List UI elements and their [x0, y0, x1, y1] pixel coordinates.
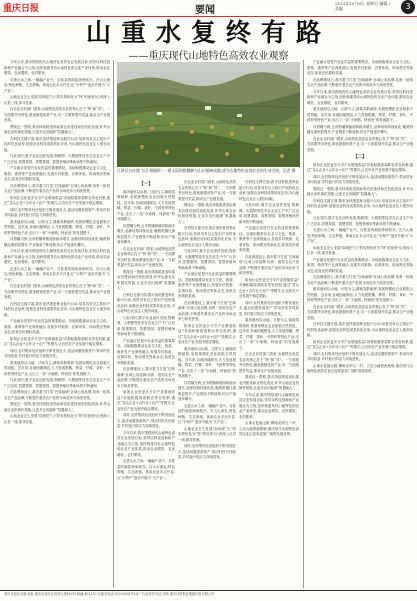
article-paragraph: 在农业农村部门看来,山地特色高效农业的核心在于“特”和“效”。一方面要突出特色,做优做强优势产业;另一方面要提升效益,推动全产业链发展。 — [239, 352, 299, 373]
article-paragraph: 与此同时,数字农业加快发展,物联网、大数据等技术在农业生产中广泛应用,智慧果园、智慧茶园、智慧养殖场等新场景不断涌现。 — [117, 315, 175, 336]
page-footer — [0, 590, 417, 601]
article-paragraph: 产业融合是提升农业效益的重要路径。各地积极推动农业与文化、旅游、康养等产业深度融合,发展乡村旅游、农事体验、休闲观光等新业态,拓宽农民增收渠道。 — [178, 272, 236, 298]
article-paragraph: 如何让农民更多分享产业增值收益?各地积极探索联农带农机制,通过“龙头企业+合作社+农户”等模式,让农民在产业发展中稳定增收。 — [178, 323, 236, 344]
article-paragraph: 走进山水之间,一幅幅产业兴、百姓富的画卷徐徐展开。在大山深处,特色种植、生态养殖、休闲农业多点开花,让“小特产”逐步升级为“大产业”。 — [307, 228, 413, 243]
article-paragraph: 产业融合是提升农业效益的重要路径。各地积极推动农业与文化、旅游、康养等产业深度融合,发展乡村旅游、农事体验、休闲观光等新业态,拓宽农民增收渠道。 — [307, 60, 413, 75]
article-paragraph: 以柑橘为例,全市柑橘种植面积稳步增长,品种结构持续优化,晚熟柑橘比重明显提升,产业链条不断延伸,综合产值逐年攀升。 — [307, 124, 413, 134]
article-paragraph: 重庆地形以山地、丘陵为主,耕地零散破碎,发展规模化农业面临天然短板。近年来,各地因地制宜,大力发展柑橘、榨菜、柠檬、茶叶、中药材等特色产业,走出了一条“小而精、特而优”的发展路子。 — [117, 189, 175, 221]
article-paragraph: 今年以来,我市围绕现代山地特色高效农业发展目标,坚持以科技创新和产业融合为主线,加快构建具有山地特色的农业产业体系,推动农业增效、农民增收、农村繁荣。 — [4, 60, 110, 75]
article-paragraph: 同时,农村集体经济组织不断发展壮大,盘活闲置资源资产,带动村民共同致富,乡村振兴的活力持续迸发。 — [4, 348, 110, 358]
article-paragraph: 重庆地形以山地、丘陵为主,耕地零散破碎,发展规模化农业面临天然短板。近年来,各地因地制宜,大力发展柑橘、榨菜、柠檬、茶叶、中药材等特色产业,走出了一条“小而精、特而优”的发展路子。 — [239, 318, 299, 350]
article-paragraph: 如何让农民更多分享产业增值收益?各地积极探索联农带农机制,通过“龙头企业+合作社+农户”等模式,让农民在产业发展中稳定增收。 — [4, 336, 110, 346]
article-paragraph: 与此同时,数字农业加快发展,物联网、大数据等技术在农业生产中广泛应用,智慧果园、智慧茶园、智慧养殖场等新场景不断涌现。 — [178, 249, 236, 270]
article-paragraph: 走进山水之间,一幅幅产业兴、百姓富的画卷徐徐展开。在大山深处,特色种植、生态养殖、休闲农业多点开花,让“小特产”逐步升级为“大产业”。 — [4, 77, 110, 93]
article-paragraph: 同时,农村集体经济组织不断发展壮大,盘活闲置资源资产,带动村民共同致富,乡村振兴的活力持续迸发。 — [4, 207, 110, 217]
article-paragraph: 产业融合是提升农业效益的重要路径。各地积极推动农业与文化、旅游、康养等产业深度融合,发展乡村旅游、农事体验、休闲观光等新业态,拓宽农民增收渠道。 — [117, 338, 175, 365]
section-title: 要闻 — [195, 5, 215, 16]
article-paragraph: 在科技支撑方面,我市加快推进种业振兴行动,培育具有自主知识产权的优良品种,加强农业科技成果转化应用,为山地特色农业注入强劲动能。 — [4, 301, 110, 317]
article-paragraph: 在品牌建设上,我市着力打造“巴味渝珍”区域公用品牌,培育一批知名农产品品牌,不断提升重庆农产品的市场竞争力和美誉度。 — [4, 183, 110, 193]
article-paragraph: 产业融合是提升农业效益的重要路径。各地积极推动农业与文化、旅游、康养等产业深度融合,发展乡村旅游、农事体验、休闲观光等新业态,拓宽农民增收渠道。 — [4, 319, 110, 334]
article-paragraph: 同时,农村集体经济组织不断发展壮大,盘活闲置资源资产,带动村民共同致富,乡村振兴的活力持续迸发。 — [307, 351, 413, 361]
article-paragraph: 同时,农村集体经济组织不断发展壮大,盘活闲置资源资产,带动村民共同致富,乡村振兴的活力持续迸发。 — [307, 174, 413, 184]
article-column-2 — [117, 180, 175, 588]
article-paragraph: 产业融合是提升农业效益的重要路径。各地积极推动农业与文化、旅游、康养等产业深度融合,发展乡村旅游、农事体验、休闲观光等新业态,拓宽农民增收渠道。 — [239, 226, 299, 252]
article-paragraph: 以柑橘为例,全市柑橘种植面积稳步增长,品种结构持续优化,晚熟柑橘比重明显提升,产业链条不断延伸,综合产值逐年攀升。 — [4, 237, 110, 247]
article-paragraph: 在科技支撑方面,我市加快推进种业振兴行动,培育具有自主知识产权的优良品种,加强农业科技成果转化应用,为山地特色农业注入强劲动能。 — [4, 136, 110, 152]
article-paragraph: 以柑橘为例,全市柑橘种植面积稳步增长,品种结构持续优化,晚熟柑橘比重明显提升,产业链条不断延伸,综合产值逐年攀升。 — [117, 223, 175, 244]
footer-info: 重庆日报社出版 地址:重庆市渝北区同茂大道416号 邮编:401120 总编室电话:023-63907114 广告经营许可证 印刷:重庆日报报业集团印务有限公司 — [4, 592, 215, 596]
article-paragraph: 山地农业怎么发展?如何把“山”的劣势转化为“特”的优势?记者深入区县一线,探寻答案。 — [307, 245, 413, 255]
article-paragraph: 在农业农村部门看来,山地特色高效农业的核心在于“特”和“效”。一方面要突出特色,做优做强优势产业;另一方面要提升效益,推动全产业链发展。 — [178, 180, 236, 201]
article-paragraph: 走进山水之间,一幅幅产业兴、百姓富的画卷徐徐展开。在大山深处,特色种植、生态养殖、休闲农业多点开花,让“小特产”逐步升级为“大产业”。 — [4, 266, 110, 282]
article-paragraph: 今年以来,我市围绕现代山地特色高效农业发展目标,坚持以科技创新和产业融合为主线,加快构建具有山地特色的农业产业体系,推动农业增效、农民增收、农村繁荣。 — [4, 249, 110, 264]
article-paragraph: 如何让农民更多分享产业增值收益?各地积极探索联农带农机制,通过“龙头企业+合作社+农户”等模式,让农民在产业发展中稳定增收。 — [307, 162, 413, 172]
article-paragraph: 与此同时,数字农业加快发展,物联网、大数据等技术在农业生产中广泛应用,智慧果园、智慧茶园、智慧养殖场等新场景不断涌现。 — [307, 216, 413, 226]
article-paragraph: 以柑橘为例,全市柑橘种植面积稳步增长,品种结构持续优化,晚熟柑橘比重明显提升,产业链条不断延伸,综合产值逐年攀升。 — [178, 380, 236, 401]
article-paragraph: 重庆地形以山地、丘陵为主,耕地零散破碎,发展规模化农业面临天然短板。近年来,各地因地制宜,大力发展柑橘、榨菜、柠檬、茶叶、中药材等特色产业,走出了一条“小而精、特而优”的发展路子。 — [178, 346, 236, 378]
article-paragraph: 产业融合是提升农业效益的重要路径。各地积极推动农业与文化、旅游、康养等产业深度融合,发展乡村旅游、农事体验、休闲观光等新业态,拓宽农民增收渠道。 — [307, 257, 413, 273]
article-paragraph: 在农业农村部门看来,山地特色高效农业的核心在于“特”和“效”。一方面要突出特色,做优做强优势产业;另一方面要提升效益,推动全产业链发展。 — [4, 107, 110, 122]
article-paragraph: 在科技支撑方面,我市加快推进种业振兴行动,培育具有自主知识产权的优良品种,加强农业科技成果转化应用,为山地特色农业注入强劲动能。 — [178, 226, 236, 247]
article-paragraph: 在科技支撑方面,我市加快推进种业振兴行动,培育具有自主知识产权的优良品种,加强农业科技成果转化应用,为山地特色农业注入强劲动能。 — [307, 198, 413, 214]
article-paragraph: 今年以来,我市围绕现代山地特色高效农业发展目标,坚持以科技创新和产业融合为主线,加快构建具有山地特色的农业产业体系,推动农业增效、农民增收、农村繁荣。 — [239, 392, 299, 419]
article-paragraph: 走进山水之间,一幅幅产业兴、百姓富的画卷徐徐展开。在大山深处,特色种植、生态养殖、休闲农业多点开花,让“小特产”逐步升级为“大产业”。 — [178, 403, 236, 424]
article-paragraph: 在农业农村部门看来,山地特色高效农业的核心在于“特”和“效”。一方面要突出特色,做优做强优势产业;另一方面要提升效益,推动全产业链发展。 — [307, 136, 413, 152]
column-divider — [303, 60, 304, 588]
article-paragraph: 走进山水之间,一幅幅产业兴、百姓富的画卷徐徐展开。在大山深处,特色种植、生态养殖、休闲农业多点开花,让“小特产”逐步升级为“大产业”。 — [117, 459, 175, 480]
article-paragraph: 与此同时,数字农业加快发展,物联网、大数据等技术在农业生产中广泛应用,智慧果园、智慧茶园、智慧养殖场等新场景不断涌现。 — [4, 154, 110, 164]
article-paragraph: 山重水复疑无路,柳暗花明又一村。立足山地资源禀赋,重庆现代山地特色高效农业正迎来更加广阔的发展前景。 — [307, 363, 413, 373]
article-paragraph: 围绕这一思路,我市持续推进高标准农田建设和宜机化改造,补齐山地农业机械化短板,让更多农田能够“机器换人”。 — [4, 124, 110, 134]
section-marker: 【二】 — [353, 155, 367, 160]
article-paragraph: 在品牌建设上,我市着力打造“巴味渝珍”区域公用品牌,培育一批知名农产品品牌,不断提升重庆农产品的市场竞争力和美誉度。 — [178, 300, 236, 321]
landscape-photo — [117, 62, 300, 167]
article-paragraph: 在科技支撑方面,我市加快推进种业振兴行动,培育具有自主知识产权的优良品种,加强农业科技成果转化应用,为山地特色农业注入强劲动能。 — [307, 322, 413, 337]
article-paragraph: 山重水复疑无路,柳暗花明又一村。立足山地资源禀赋,重庆现代山地特色高效农业正迎来更加广阔的发展前景。 — [239, 421, 299, 436]
issue-date: 2023年10月8日 星期日 编辑 / 美编 — [335, 1, 390, 11]
article-paragraph: 与此同时,数字农业加快发展,物联网、大数据等技术在农业生产中广泛应用,智慧果园、智慧茶园、智慧养殖场等新场景不断涌现。 — [4, 378, 110, 388]
article-paragraph: 今年以来,我市围绕现代山地特色高效农业发展目标,坚持以科技创新和产业融合为主线,加快构建具有山地特色的农业产业体系,推动农业增效、农民增收、农村繁荣。 — [117, 430, 175, 457]
article-paragraph: 围绕这一思路,我市持续推进高标准农田建设和宜机化改造,补齐山地农业机械化短板,让更多农田能够“机器换人”。 — [239, 375, 299, 390]
article-paragraph: 重庆地形以山地、丘陵为主,耕地零散破碎,发展规模化农业面临天然短板。近年来,各地因地制宜,大力发展柑橘、榨菜、柠檬、茶叶、中药材等特色产业,走出了一条“小而精、特而优”的发展路子。 — [307, 107, 413, 122]
article-column-1 — [4, 60, 110, 588]
article-paragraph: 在农业农村部门看来,山地特色高效农业的核心在于“特”和“效”。一方面要突出特色,做优做强优势产业;另一方面要提升效益,推动全产业链发展。 — [307, 304, 413, 320]
article-paragraph: 在科技支撑方面,我市加快推进种业振兴行动,培育具有自主知识产权的优良品种,加强农业科技成果转化应用,为山地特色农业注入强劲动能。 — [239, 180, 299, 201]
article-paragraph: 在品牌建设上,我市着力打造“巴味渝珍”区域公用品牌,培育一批知名农产品品牌,不断提升重庆农产品的市场竞争力和美誉度。 — [307, 275, 413, 285]
article-paragraph: 如何让农民更多分享产业增值收益?各地积极探索联农带农机制,通过“龙头企业+合作社+农户”等模式,让农民在产业发展中稳定增收。 — [239, 277, 299, 298]
article-column-4 — [239, 180, 299, 588]
article-paragraph: 山地农业怎么发展?如何把“山”的劣势转化为“特”的优势?记者深入区县一线,探寻答案。 — [4, 414, 110, 424]
article-paragraph: 如何让农民更多分享产业增值收益?各地积极探索联农带农机制,通过“龙头企业+合作社+农户”等模式,让农民在产业发展中稳定增收。 — [4, 195, 110, 205]
page-headline: 山重水复终有路 — [85, 18, 331, 47]
article-paragraph: 与此同时,数字农业加快发展,物联网、大数据等技术在农业生产中广泛应用,智慧果园、智慧茶园、智慧养殖场等新场景不断涌现。 — [239, 203, 299, 224]
article-paragraph: 在农业农村部门看来,山地特色高效农业的核心在于“特”和“效”。一方面要突出特色,做优做强优势产业;另一方面要提升效益,推动全产业链发展。 — [4, 284, 110, 299]
article-paragraph: 在农业农村部门看来,山地特色高效农业的核心在于“特”和“效”。一方面要突出特色,做优做强优势产业;另一方面要提升效益,推动全产业链发展。 — [117, 246, 175, 267]
page-subheadline: ——重庆现代山地特色高效农业观察 — [128, 51, 289, 62]
article-paragraph: 围绕这一思路,我市持续推进高标准农田建设和宜机化改造,补齐山地农业机械化短板,让更多农田能够“机器换人”。 — [178, 203, 236, 224]
article-paragraph: 在品牌建设上,我市着力打造“巴味渝珍”区域公用品牌,培育一批知名农产品品牌,不断提升重庆农产品的市场竞争力和美誉度。 — [307, 77, 413, 87]
article-paragraph: 山地农业怎么发展?如何把“山”的劣势转化为“特”的优势?记者深入区县一线,探寻答案。 — [4, 95, 110, 105]
article-paragraph: 在品牌建设上,我市着力打造“巴味渝珍”区域公用品牌,培育一批知名农产品品牌,不断提升重庆农产品的市场竞争力和美誉度。 — [4, 390, 110, 400]
terraced-orchard-image — [117, 62, 300, 167]
article-paragraph: 重庆地形以山地、丘陵为主,耕地零散破碎,发展规模化农业面临天然短板。近年来,各地因地制宜,大力发展柑橘、榨菜、柠檬、茶叶、中药材等特色产业,走出了一条“小而精、特而优”的发展路子。 — [307, 287, 413, 302]
article-paragraph: 围绕这一思路,我市持续推进高标准农田建设和宜机化改造,补齐山地农业机械化短板,让更多农田能够“机器换人”。 — [117, 269, 175, 290]
section-marker: 【一】 — [139, 182, 153, 187]
article-paragraph: 产业融合是提升农业效益的重要路径。各地积极推动农业与文化、旅游、康养等产业深度融合,发展乡村旅游、农事体验、休闲观光等新业态,拓宽农民增收渠道。 — [4, 166, 110, 181]
article-paragraph: 重庆地形以山地、丘陵为主,耕地零散破碎,发展规模化农业面临天然短板。近年来,各地因地制宜,大力发展柑橘、榨菜、柠檬、茶叶、中药材等特色产业,走出了一条“小而精、特而优”的发展路子。 — [4, 360, 110, 376]
column-divider — [113, 60, 114, 588]
article-paragraph: 同时,农村集体经济组织不断发展壮大,盘活闲置资源资产,带动村民共同致富,乡村振兴的活力持续迸发。 — [117, 413, 175, 428]
article-paragraph: 在科技支撑方面,我市加快推进种业振兴行动,培育具有自主知识产权的优良品种,加强农业科技成果转化应用,为山地特色农业注入强劲动能。 — [117, 292, 175, 313]
article-paragraph: 如何让农民更多分享产业增值收益?各地积极探索联农带农机制,通过“龙头企业+合作社+农户”等模式,让农民在产业发展中稳定增收。 — [307, 339, 413, 349]
article-paragraph: 围绕这一思路,我市持续推进高标准农田建设和宜机化改造,补齐山地农业机械化短板,让更多农田能够“机器换人”。 — [4, 402, 110, 412]
newspaper-logo: 重庆日报 — [3, 4, 40, 14]
article-paragraph: 重庆地形以山地、丘陵为主,耕地零散破碎,发展规模化农业面临天然短板。近年来,各地因地制宜,大力发展柑橘、榨菜、柠檬、茶叶、中药材等特色产业,走出了一条“小而精、特而优”的发展路子。 — [4, 219, 110, 235]
photo-caption: 江津区白沙镇“长江柑橘带”,一望无际的柑橘树与山川相映成趣,成为山地特色高效农业的生动写照。记者 摄 — [117, 168, 296, 173]
masthead — [0, 0, 417, 17]
article-paragraph: 围绕这一思路,我市持续推进高标准农田建设和宜机化改造,补齐山地农业机械化短板,让更多农田能够“机器换人”。 — [307, 186, 413, 196]
article-paragraph: 如何让农民更多分享产业增值收益?各地积极探索联农带农机制,通过“龙头企业+合作社+农户”等模式,让农民在产业发展中稳定增收。 — [117, 390, 175, 411]
article-column-3 — [178, 180, 236, 588]
article-paragraph: 今年以来,我市围绕现代山地特色高效农业发展目标,坚持以科技创新和产业融合为主线,加快构建具有山地特色的农业产业体系,推动农业增效、农民增收、农村繁荣。 — [307, 89, 413, 105]
article-paragraph: 山地农业怎么发展?如何把“山”的劣势转化为“特”的优势?记者深入区县一线,探寻答案。 — [178, 426, 236, 442]
article-paragraph: 在品牌建设上,我市着力打造“巴味渝珍”区域公用品牌,培育一批知名农产品品牌,不断提升重庆农产品的市场竞争力和美誉度。 — [239, 254, 299, 275]
article-paragraph: 在品牌建设上,我市着力打造“巴味渝珍”区域公用品牌,培育一批知名农产品品牌,不断提升重庆农产品的市场竞争力和美誉度。 — [117, 367, 175, 388]
article-paragraph: 同时,农村集体经济组织不断发展壮大,盘活闲置资源资产,带动村民共同致富,乡村振兴的活力持续迸发。 — [178, 444, 236, 459]
page-number-badge: 3 — [401, 0, 415, 14]
article-paragraph: 同时,农村集体经济组织不断发展壮大,盘活闲置资源资产,带动村民共同致富,乡村振兴的活力持续迸发。 — [239, 300, 299, 316]
article-column-5 — [307, 60, 413, 588]
